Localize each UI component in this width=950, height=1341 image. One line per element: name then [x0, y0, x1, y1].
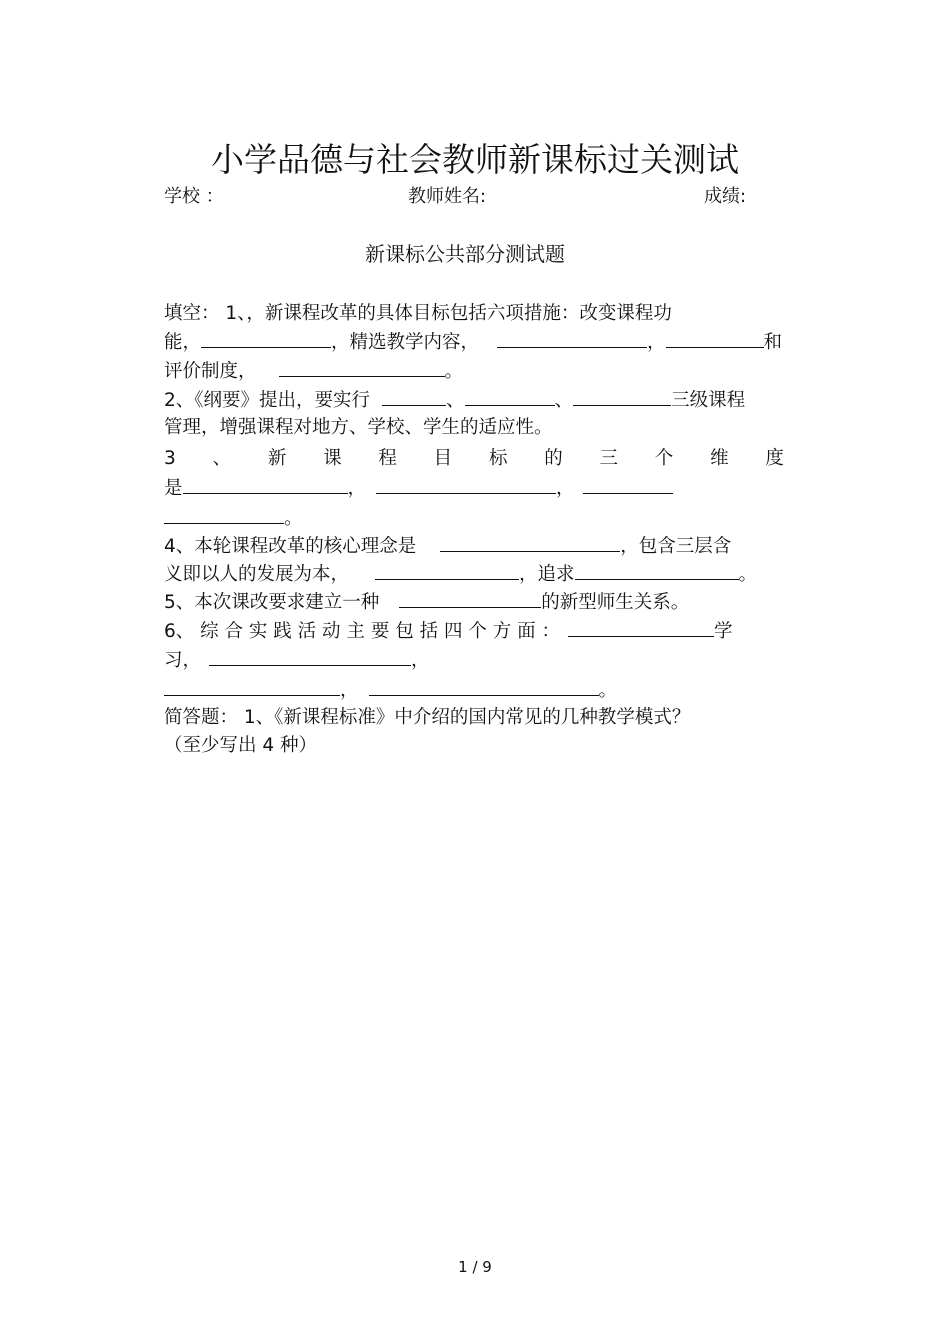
q4-text-a: 4、本轮课程改革的核心理念是 [164, 536, 417, 557]
answer-blank[interactable] [164, 676, 340, 696]
q3-text-b: ， [347, 478, 367, 499]
answer-blank[interactable] [279, 357, 445, 377]
q3-char: 度 [765, 448, 784, 469]
q2-text-d: 三级课程 [671, 390, 746, 411]
section-subtitle: 新课标公共部分测试题 [365, 242, 565, 266]
q3-char: 维 [710, 448, 729, 469]
q3-char: 目 [433, 448, 453, 469]
school-label: 学校 ： [164, 186, 224, 207]
q3-char: 个 [654, 448, 674, 469]
q2-line1 [164, 386, 745, 415]
q2-text-a: 2、《纲要》提出，要实行 [164, 390, 371, 411]
q4-text-b: ，包含三层含 [620, 536, 732, 557]
essay-question-line1: 简答题： 1、《新课程标准》中介绍的国内常见的几种教学模式？ [164, 707, 691, 728]
q6-text-b: 学 [713, 621, 733, 642]
answer-blank[interactable] [497, 328, 647, 348]
q3-line3 [164, 504, 303, 533]
q6-text-e: ， [340, 680, 359, 701]
answer-blank[interactable] [573, 386, 671, 406]
q5-line [164, 588, 689, 617]
answer-blank[interactable] [376, 474, 556, 494]
q1-text-f: 。 [444, 361, 464, 382]
q2-text-b: 、 [446, 390, 465, 411]
q3-char: 程 [378, 448, 397, 469]
q1-line2 [164, 328, 782, 357]
score-label: 成绩: [704, 186, 747, 207]
page-number: 1 / 9 [458, 1258, 492, 1276]
q1-line3 [164, 357, 463, 386]
teacher-name-label: 教师姓名: [408, 186, 487, 207]
answer-blank[interactable] [375, 560, 519, 580]
answer-blank[interactable] [465, 386, 555, 406]
answer-blank[interactable] [440, 532, 620, 552]
q3-char: 3 [164, 448, 176, 469]
q5-text-b: 的新型师生关系。 [541, 592, 690, 613]
q3-line2 [164, 474, 673, 503]
q4-text-d: ，追求 [519, 564, 575, 585]
q1-text-b: ，精选教学内容， [331, 332, 480, 353]
q1-text-a: 能， [164, 332, 202, 353]
q3-text-a: 是 [164, 478, 183, 499]
q3-text-c: ， [556, 478, 575, 499]
q2-text-c: 、 [554, 390, 574, 411]
answer-blank[interactable] [399, 588, 541, 608]
answer-blank[interactable] [164, 504, 284, 524]
q4-text-e: 。 [738, 564, 758, 585]
answer-blank[interactable] [183, 474, 348, 494]
q3-char: 课 [323, 448, 342, 469]
answer-blank[interactable] [209, 646, 411, 666]
q1-text-d: 和 [763, 332, 783, 353]
q3-char: 、 [212, 448, 232, 469]
q2-line2: 管理，增强课程对地方、学校、学生的适应性。 [164, 417, 553, 438]
answer-blank[interactable] [201, 328, 331, 348]
q1-line1: 填空： 1、，新课程改革的具体目标包括六项措施：改变课程功 [164, 303, 672, 324]
q3-line1 [164, 445, 784, 473]
answer-blank[interactable] [575, 560, 739, 580]
q4-line1 [164, 532, 731, 561]
q6-text-d: ， [411, 650, 430, 671]
answer-blank[interactable] [583, 474, 673, 494]
q6-text-a: 6、 综 合 实 践 活 动 主 要 包 括 四 个 方 面 ： [164, 621, 560, 642]
q6-line3 [164, 676, 617, 705]
answer-blank[interactable] [568, 617, 714, 637]
answer-blank[interactable] [382, 386, 446, 406]
answer-blank[interactable] [369, 676, 599, 696]
q3-char: 标 [488, 448, 508, 469]
essay-question-line2: （至少写出 4 种） [164, 735, 318, 756]
q1-text-c: ， [647, 332, 666, 353]
q6-line1 [164, 617, 733, 646]
q3-char: 的 [544, 448, 563, 469]
page-title: 小学品德与社会教师新课标过关测试 [211, 140, 739, 179]
q6-line2 [164, 646, 430, 675]
q3-char: 三 [599, 448, 619, 469]
answer-blank[interactable] [666, 328, 764, 348]
q6-text-f: 。 [598, 680, 618, 701]
q3-char: 新 [267, 448, 287, 469]
q3-text-d: 。 [284, 508, 303, 529]
q5-text-a: 5、本次课改要求建立一种 [164, 592, 380, 613]
q6-text-c: 习， [164, 650, 202, 671]
q4-text-c: 义即以人的发展为本， [164, 564, 350, 585]
q1-text-e: 评价制度， [164, 361, 257, 382]
q4-line2 [164, 560, 757, 589]
